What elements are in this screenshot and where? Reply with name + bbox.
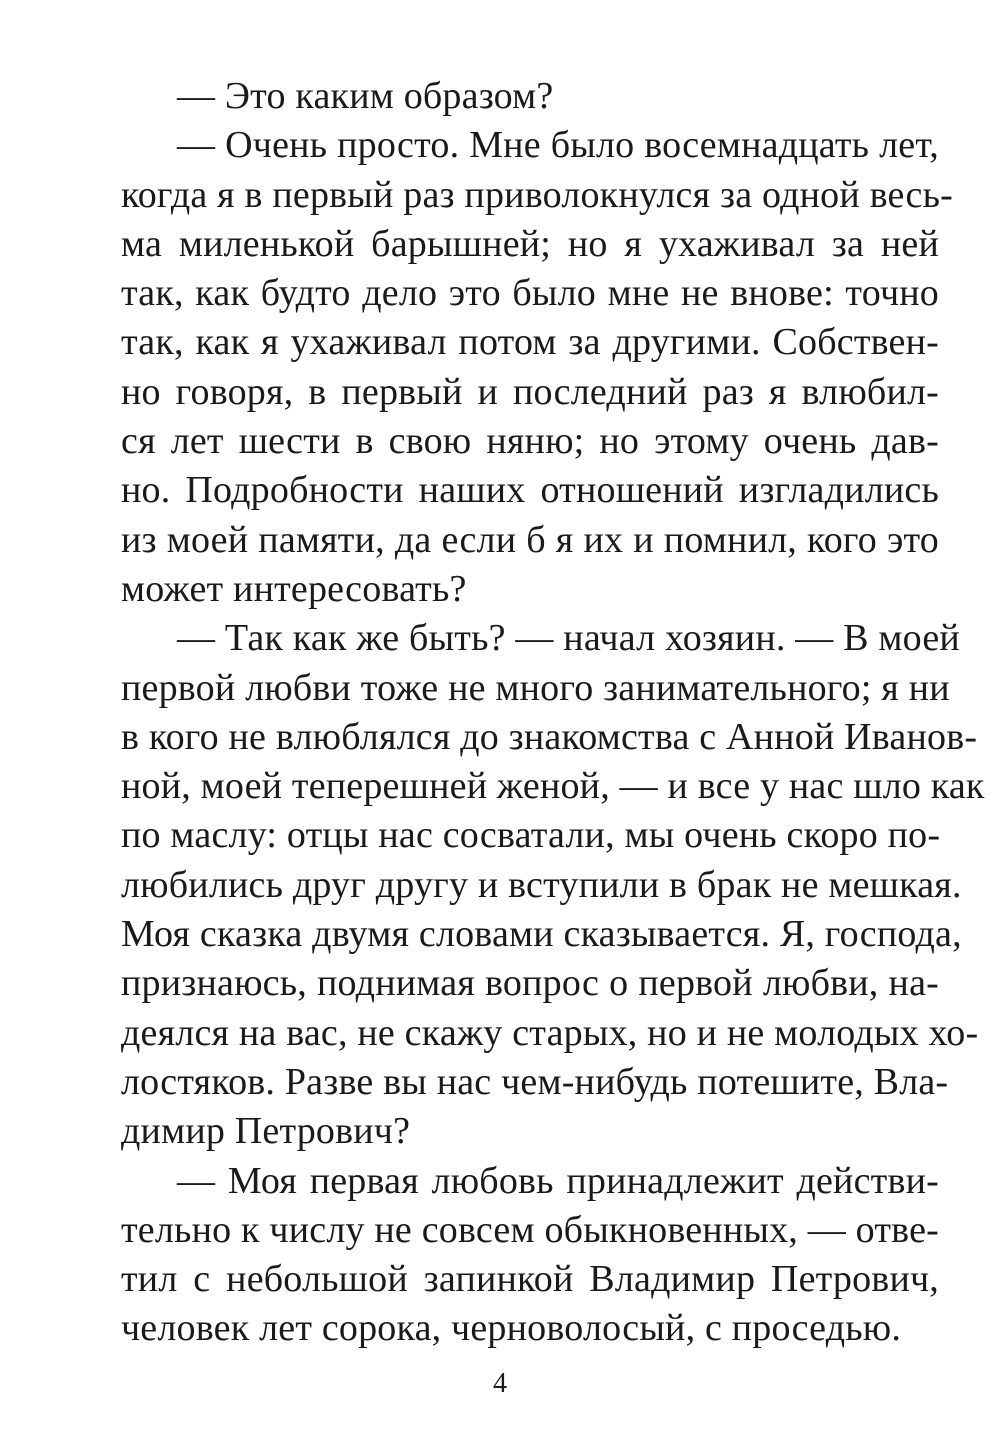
page-number: 4 <box>493 1368 507 1399</box>
body-text <box>121 72 985 1354</box>
text-line: лостяков. Разве вы нас чем-нибудь потешите, Вла- <box>121 1060 949 1103</box>
text-line: так, как я ухаживал потом за другими. Собствен- <box>121 321 939 364</box>
text-line: в кого не влюблялся до знакомства с Анной Иванов- <box>121 715 978 758</box>
text-line: димир Петрович? <box>121 1110 411 1153</box>
text-line: тил с небольшой запинкой Владимир Петрович, <box>121 1258 939 1301</box>
text-line: деялся на вас, не скажу старых, но и не молодых хо- <box>121 1011 979 1054</box>
text-line: из моей памяти, да если б я их и помнил, кого это <box>121 518 939 561</box>
text-line: первой любви тоже не много занимательного; я ни <box>121 666 950 709</box>
text-line: — Так как же быть? — начал хозяин. — В моей <box>177 617 960 660</box>
text-line: — Очень просто. Мне было восемнадцать лет, <box>177 124 939 167</box>
text-line: когда я в первый раз приволокнулся за одной весь- <box>121 173 953 216</box>
text-line: но говоря, в первый и последний раз я влюбил- <box>121 370 939 413</box>
text-line: человек лет сорока, черноволосый, с проседью. <box>121 1307 902 1350</box>
text-line: может интересовать? <box>121 567 467 610</box>
text-line: — Это каким образом? <box>177 75 554 117</box>
text-line: так, как будто дело это было мне не внове: точно <box>121 272 939 315</box>
text-line: ся лет шести в свою няню; но этому очень дав- <box>121 420 939 463</box>
text-line: Моя сказка двумя словами сказывается. Я, господа, <box>121 913 962 956</box>
text-line: тельно к числу не совсем обыкновенных, — отве- <box>121 1208 939 1251</box>
text-line: — Моя первая любовь принадлежит действи- <box>177 1159 939 1202</box>
text-line: любились друг другу и вступили в брак не мешкая. <box>121 863 962 906</box>
text-line: но. Подробности наших отношений изгладились <box>121 469 939 512</box>
text-line: по маслу: отцы нас сосватали, мы очень скоро по- <box>121 814 941 857</box>
text-line: ной, моей теперешней женой, — и все у нас шло как <box>121 765 985 808</box>
text-line: признаюсь, поднимая вопрос о первой любви, на- <box>121 962 939 1005</box>
text-line: ма миленькой барышней; но я ухаживал за ней <box>121 222 939 265</box>
